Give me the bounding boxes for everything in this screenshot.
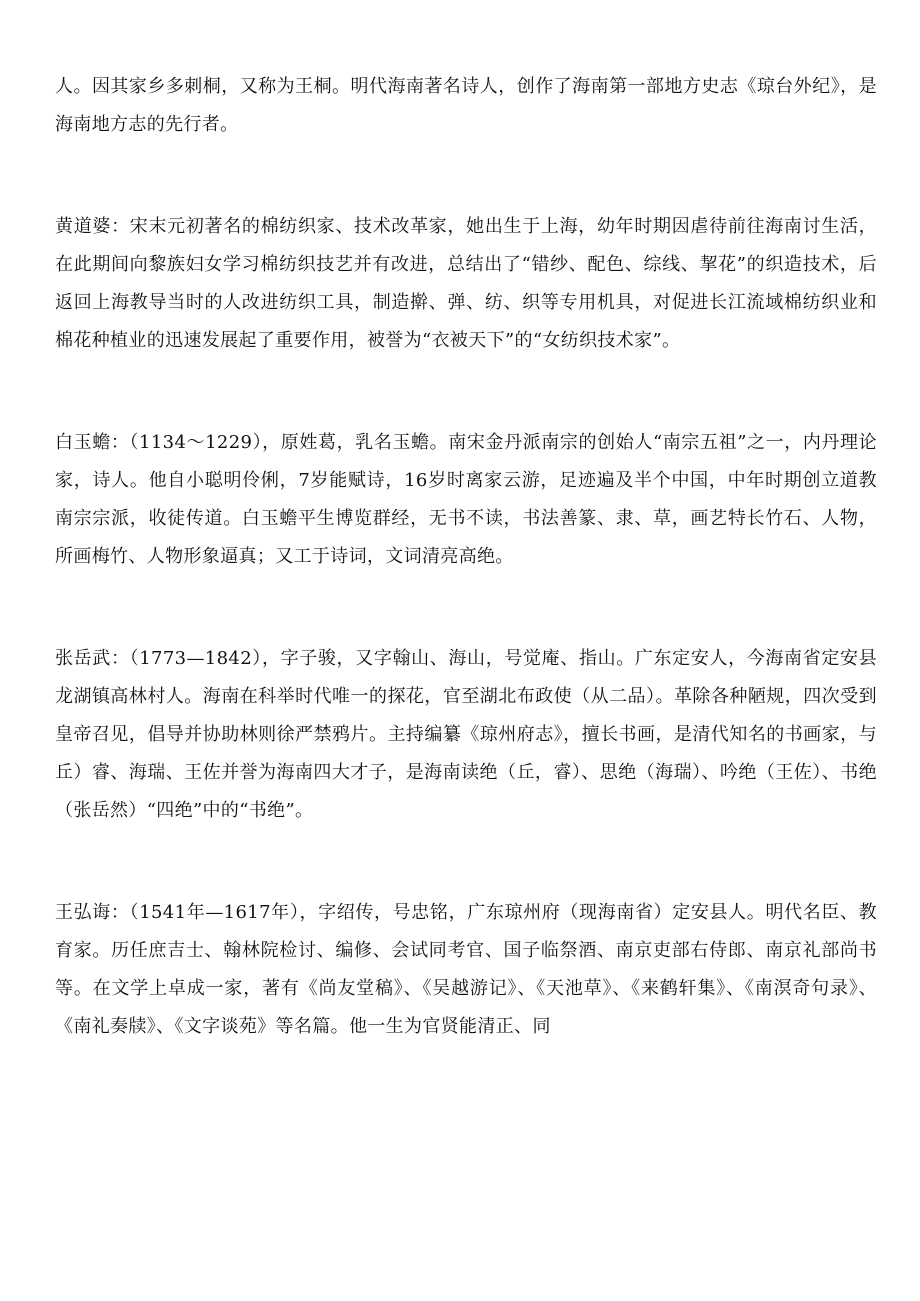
paragraph-wang-tong-ending: 人。因其家乡多刺桐，又称为王桐。明代海南著名诗人，创作了海南第一部地方史志《琼台外纪》，是海南地方志的先行者。 <box>55 76 877 135</box>
paragraph-wang-honghui: 王弘诲：（1541年—1617年），字绍传，号忠铭，广东琼州府（现海南省）定安县人。明代名臣、教育家。历任庶吉士、翰林院检讨、编修、会试同考官、国子临祭酒、南京吏部右侍郎、南京礼部尚书等。在文学上卓成一家，著有《尚友堂稿》、《吴越游记》、《天池草》、《来鹤轩集》、《南溟奇句录》、《南礼奏牍》、《文字谈苑》等名篇。他一生为官贤能清正、同 <box>55 902 877 1037</box>
document-page <box>55 68 877 1046</box>
paragraph-bai-yuchan: 白玉蟾：（1134～1229），原姓葛，乳名玉蟾。南宋金丹派南宗的创始人“南宗五祖”之一，内丹理论家，诗人。他自小聪明伶俐，7岁能赋诗，16岁时离家云游，足迹遍及半个中国，中年时期创立道教南宗宗派，收徒传道。白玉蟾平生博览群经，无书不读，书法善篆、隶、草，画艺特长竹石、人物，所画梅竹、人物形象逼真；又工于诗词，文词清亮高绝。 <box>55 432 877 567</box>
paragraph-huang-daopo: 黄道婆：宋末元初著名的棉纺织家、技术改革家，她出生于上海，幼年时期因虐待前往海南讨生活，在此期间向黎族妇女学习棉纺织技艺并有改进，总结出了“错纱、配色、综线、挈花”的织造技术，后返回上海教导当时的人改进纺织工具，制造擀、弹、纺、织等专用机具，对促进长江流域棉纺织业和棉花种植业的迅速发展起了重要作用，被誉为“衣被天下”的“女纺织技术家”。 <box>55 216 877 351</box>
paragraph-zhang-yuewu: 张岳武：（1773—1842），字子骏，又字翰山、海山，号觉庵、指山。广东定安人，今海南省定安县龙湖镇高林村人。海南在科举时代唯一的探花，官至湖北布政使（从二品）。革除各种陋规，四次受到皇帝召见，倡导并协助林则徐严禁鸦片。主持编纂《琼州府志》，擅长书画，是清代知名的书画家，与丘）睿、海瑞、王佐并誉为海南四大才子，是海南读绝（丘，睿）、思绝（海瑞）、吟绝（王佐）、书绝（张岳然）“四绝”中的“书绝”。 <box>55 648 877 821</box>
